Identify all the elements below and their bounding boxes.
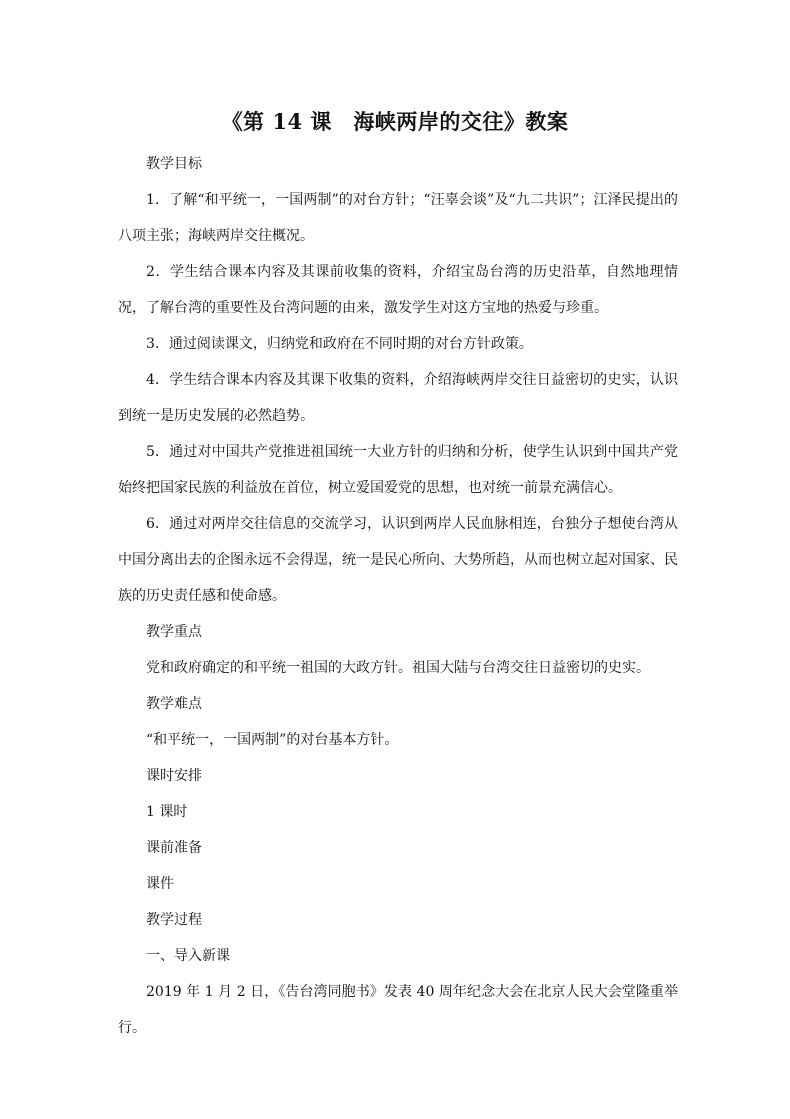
process-text-1: 2019 年 1 月 2 日，《告台湾同胞书》发表 40 周年纪念大会在北京人民大会堂隆重举行。 <box>118 984 678 1036</box>
objective-item-5: 5．通过对中国共产党推进祖国统一大业方针的归纳和分析，使学生认识到中国共产党始终把国家民族的利益放在首位，树立爱国爱党的思想，也对统一前景充满信心。 <box>118 444 678 496</box>
preparation-text: 课件 <box>146 876 174 892</box>
key-points-text: 党和政府确定的和平统一祖国的大政方针。祖国大陆与台湾交往日益密切的史实。 <box>146 660 650 676</box>
objective-item-4: 4．学生结合课本内容及其课下收集的资料，介绍海峡两岸交往日益密切的史实，认识到统一是历史发展的必然趋势。 <box>118 372 678 424</box>
objective-item-6: 6．通过对两岸交往信息的交流学习，认识到两岸人民血脉相连，台独分子想使台湾从中国分离出去的企图永远不会得逞，统一是民心所向、大势所趋，从而也树立起对国家、民族的历史责任感和使命感。 <box>118 516 678 604</box>
document-body <box>118 146 678 1046</box>
objective-item-2: 2．学生结合课本内容及其课前收集的资料，介绍宝岛台湾的历史沿革，自然地理情况，了解台湾的重要性及台湾问题的由来，激发学生对这方宝地的热爱与珍重。 <box>118 264 678 316</box>
schedule-text: 1 课时 <box>146 804 188 820</box>
key-points-heading: 教学重点 <box>146 624 202 640</box>
objective-item-3: 3．通过阅读课文，归纳党和政府在不同时期的对台方针政策。 <box>146 336 533 352</box>
process-heading: 教学过程 <box>146 912 202 928</box>
schedule-heading: 课时安排 <box>146 768 202 784</box>
difficulties-text: “和平统一，一国两制”的对台基本方针。 <box>146 732 399 748</box>
process-step-1: 一、导入新课 <box>146 948 230 964</box>
objectives-heading: 教学目标 <box>146 156 202 172</box>
document-title: 《第 14 课 海峡两岸的交往》教案 <box>221 109 569 134</box>
preparation-heading: 课前准备 <box>146 840 202 856</box>
objective-item-1: 1．了解“和平统一，一国两制”的对台方针；“汪辜会谈”及“九二共识”；江泽民提出的八项主张；海峡两岸交往概况。 <box>118 192 678 244</box>
difficulties-heading: 教学难点 <box>146 696 202 712</box>
